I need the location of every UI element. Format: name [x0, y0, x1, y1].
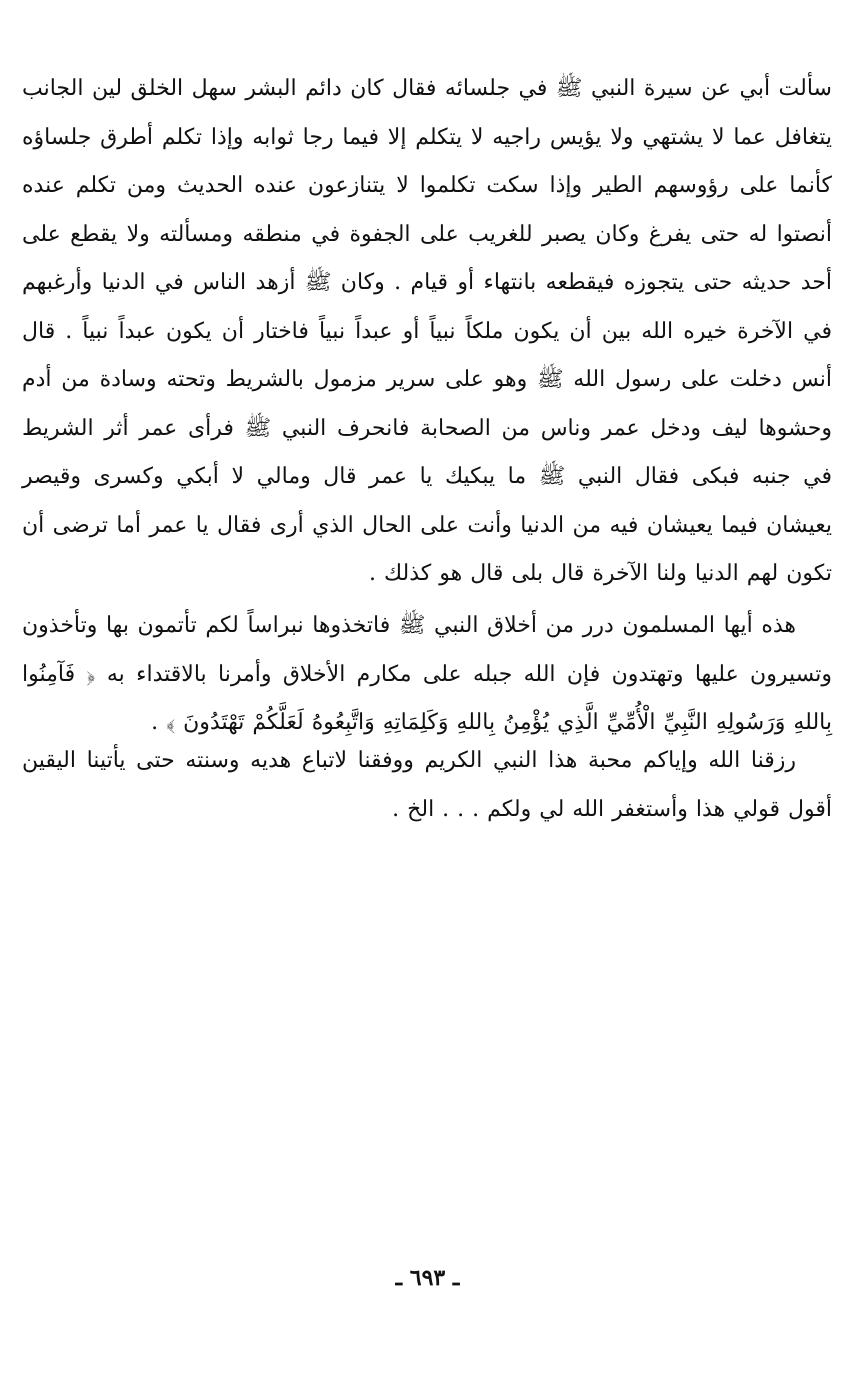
body-paragraph-1: [22, 65, 832, 599]
page-number: ـ ٦٩٣ ـ: [395, 1265, 460, 1291]
paragraph-text: سألت أبي عن سيرة النبي ﷺ في جلسائه فقال كان دائم البشر سهل الخلق لين الجانب يتغافل عما لا يشتهي ولا يؤيس راجيه لا يتكلم إلا فيما رجا ثوابه وإذا تكلم أطرق جلساؤه كأنما على رؤوسهم الطير وإذا سكت تكلموا لا يتنازعون عنده الحديث ومن تكلم عنده أنصتوا له حتى يفرغ وكان يصبر للغريب على الجفوة في منطقه ومسألته ولا يقطع على أحد حديثه حتى يتجوزه فيقطعه بانتهاء أو قيام . وكان ﷺ أزهد الناس في الدنيا وأرغبهم في الآخرة خيره الله بين أن يكون ملكاً نبياً أو عبداً نبياً فاختار أن يكون عبداً نبياً . قال أنس دخلت على رسول الله ﷺ وهو على سرير مزمول بالشريط وتحته وسادة من أدم وحشوها ليف ودخل عمر وناس من الصحابة فانحرف النبي ﷺ فرأى عمر أثر الشريط في جنبه فبكى فقال النبي ﷺ ما يبكيك يا عمر قال ومالي لا أبكي وكسرى وقيصر يعيشان فيما يعيشان فيه من الدنيا وأنت على الحال الذي أرى فقال يا عمر أما ترضى أن تكون لهم الدنيا ولنا الآخرة قال بلى قال هو كذلك .: [22, 76, 832, 586]
body-paragraph-3: [22, 737, 832, 834]
paragraph-text: هذه أيها المسلمون درر من أخلاق النبي ﷺ فاتخذوها نبراساً لكم تأتمون بها وتأخذون وتسيرون عليها وتهتدون فإن الله جبله على مكارم الأخلاق وأمرنا بالاقتداء به ﴿ فَآمِنُوا بِاللهِ وَرَسُولِهِ النَّبِيِّ الْأُمِّيِّ الَّذِي يُؤْمِنُ بِاللهِ وَكَلِمَاتِهِ وَاتَّبِعُوهُ لَعَلَّكُمْ تَهْتَدُونَ ﴾ .: [22, 613, 832, 735]
paragraph-text: رزقنا الله وإياكم محبة هذا النبي الكريم ووفقنا لاتباع هديه وسنته حتى يأتينا اليقين أقول قولي هذا وأستغفر الله لي ولكم . . . الخ .: [22, 748, 832, 822]
body-paragraph-2: [22, 602, 832, 748]
